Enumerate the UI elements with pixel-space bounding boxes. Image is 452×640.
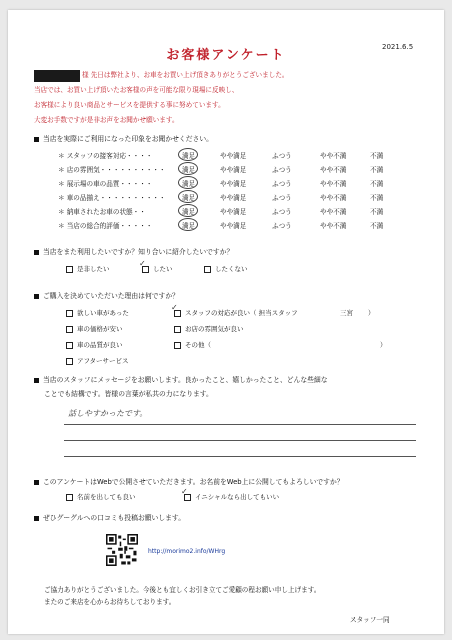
q1-scale-option[interactable]: 満足 [182,222,196,230]
q1-scale-option[interactable]: 不満 [370,194,384,202]
q1-scale-option[interactable]: 満足 [182,180,196,188]
q1-scale-option[interactable]: やや満足 [220,208,247,216]
q5-option-1[interactable] [66,492,136,501]
q1-scale-option[interactable]: 不満 [370,222,384,230]
q1-scale-option[interactable]: 不満 [370,208,384,216]
checkbox[interactable] [66,342,73,349]
bullet-square-icon [34,378,39,383]
q1-scale-option[interactable]: やや不満 [320,194,347,202]
q1-scale-option[interactable]: やや不満 [320,208,347,216]
q1-scale-option[interactable]: ふつう [272,194,292,202]
q3-question-text: ご購入を決めていただいた理由は何ですか？ [43,292,179,300]
selected-circle-mark [178,204,198,217]
intro-line-1: 様 先日は弊社より、お車をお買い上げ頂きありがとうございました。 [82,71,289,79]
q1-scale-option[interactable]: ふつう [272,208,292,216]
survey-title: お客様アンケート [166,48,286,63]
q1-scale-option[interactable]: やや満足 [220,152,247,160]
q5-option-label: イニシャルなら出してもいい [195,493,280,501]
q1-scale-option[interactable]: ふつう [272,152,292,160]
q1-scale-option[interactable]: やや満足 [220,222,247,230]
q1-item-6: ＊ 当店の総合的評価・・・・・ [58,222,153,230]
q1-item-2: ＊ 店の雰囲気・・・・・・・・・・ [58,166,166,174]
q3-option-label: お店の雰囲気が良い [185,325,244,333]
q1-scale-option[interactable]: やや不満 [320,152,347,160]
q1-item-1: ＊ スタッフの接客対応・・・・ [58,152,153,160]
bullet-square-icon [34,250,39,255]
intro-line-4: 大変お手数ですが是非お声をお聞かせ願います。 [34,116,179,124]
q1-scale-option[interactable]: 満足 [182,208,196,216]
check-mark-icon: ✓ [139,259,146,268]
q1-question [34,133,213,143]
check-mark-icon: ✓ [181,487,188,496]
q1-scale-option[interactable]: ふつう [272,166,292,174]
q1-item-5: ＊ 納車されたお車の状態・・ [58,208,146,216]
q4-question-line1: 当店のスタッフにメッセージをお願いします。良かったこと、嬉しかったこと、どんな些細な [43,376,328,384]
review-url-link[interactable]: http://morimo2.info/WHrg [148,548,226,555]
selected-circle-mark [178,162,198,175]
q2-question [34,246,233,256]
q1-scale-option[interactable]: やや満足 [220,166,247,174]
q1-item-3: ＊ 展示場の車の品質・・・・・ [58,180,153,188]
q1-scale-option[interactable]: 満足 [182,194,196,202]
q6-question [34,512,185,522]
q1-scale-option[interactable]: やや不満 [320,180,347,188]
checkbox[interactable] [204,266,211,273]
checkbox[interactable] [66,358,73,365]
q3-option-6[interactable] [174,324,244,333]
q1-scale-option[interactable]: やや満足 [220,194,247,202]
q1-item-label: 納車されたお車の状態・・ [66,208,146,216]
bullet-square-icon [34,294,39,299]
survey-date: 2021.6.5 [382,43,414,51]
q4-handwritten-answer: 話しやすかったです。 [68,409,148,418]
checkbox[interactable] [66,266,73,273]
q2-question-text: 当店をまた利用したいですか？知り合いに紹介したいですか？ [43,248,234,256]
selected-circle-mark [178,190,198,203]
q3-option-1[interactable] [66,308,129,317]
q1-item-label: 展示場の車の品質・・・・・ [66,180,153,188]
q1-scale-option[interactable]: 満足 [182,166,196,174]
intro-line-2: 当店では、お買い上げ頂いたお客様の声を可能な限り現場に反映し、 [34,86,239,94]
q3-option-5[interactable] [174,308,298,317]
intro-line-3: お客様により良い商品とサービスを提供する事に努めています。 [34,101,225,109]
q1-item-label: 当店の総合的評価・・・・・ [66,222,153,230]
selected-circle-mark [178,176,198,189]
q1-scale-option[interactable]: 不満 [370,166,384,174]
q1-item-4: ＊ 車の品揃え・・・・・・・・・・ [58,194,166,202]
q2-option-label: 是非したい [77,265,110,273]
redacted-customer-name [34,70,80,82]
q3-close-paren: ） [368,309,375,317]
q3-option-label: その他（ [185,341,211,349]
q3-option-4[interactable] [66,356,129,365]
footer-line-2: またのご来店を心からお待ちしております。 [44,598,176,606]
q3-option-label: 車の価格が安い [77,325,123,333]
survey-sheet [8,10,444,634]
q5-option-label: 名前を出しても良い [77,493,136,501]
q1-item-label: 車の品揃え・・・・・・・・・・ [66,194,166,202]
q3-option-7[interactable] [174,340,211,349]
q5-option-2[interactable] [184,492,279,501]
q1-scale-option[interactable]: 満足 [182,152,196,160]
qr-code-icon[interactable] [106,534,138,566]
answer-line [64,440,416,441]
q1-scale-option[interactable]: ふつう [272,222,292,230]
q3-staff-name: 三宮 [340,309,353,317]
answer-line [64,456,416,457]
q6-question-text: ぜひグーグルへの口コミも投稿お願いします。 [43,514,185,522]
q2-option-label: したくない [215,265,248,273]
q5-question-text: このアンケートはWebで公開させていただきます。お名前をWeb上に公開してもよろしいですか？ [43,478,344,486]
answer-line [64,424,416,425]
q2-option-2[interactable] [142,264,173,273]
q1-scale-option[interactable]: ふつう [272,180,292,188]
q4-question-line2: ことでも結構です。皆様の言葉が私共の力になります。 [44,390,213,398]
q3-option-2[interactable] [66,324,123,333]
q3-other-close-paren: ） [380,341,387,349]
q3-option-label: スタッフの対応が良い（ 担当スタッフ [185,309,298,317]
q3-option-label: 車の品質が良い [77,341,123,349]
q2-option-1[interactable] [66,264,110,273]
q1-scale-option[interactable]: やや不満 [320,166,347,174]
checkbox[interactable] [174,326,181,333]
footer-signature: スタッフ一同 [350,616,390,624]
q4-question [34,374,328,384]
q1-item-label: 店の雰囲気・・・・・・・・・・ [66,166,166,174]
q2-option-label: したい [153,265,173,273]
footer-line-1: ご協力ありがとうございました。今後とも宜しくお引き立てご愛顧の程お願い申し上げます。 [44,586,321,594]
q1-item-label: スタッフの接客対応・・・・ [66,152,153,160]
checkbox[interactable] [174,342,181,349]
q2-option-3[interactable] [204,264,248,273]
q1-scale-option[interactable]: やや満足 [220,180,247,188]
checkbox[interactable] [66,494,73,501]
selected-circle-mark [178,218,198,231]
bullet-square-icon [34,137,39,142]
bullet-square-icon [34,516,39,521]
bullet-square-icon [34,480,39,485]
q1-scale-option[interactable]: 不満 [370,152,384,160]
q3-option-label: アフターサービス [77,357,129,365]
q3-option-3[interactable] [66,340,123,349]
selected-circle-mark [178,148,198,161]
q5-question [34,476,344,486]
q3-option-label: 欲しい車があった [77,309,129,317]
checkbox[interactable] [66,326,73,333]
q3-question [34,290,179,300]
q1-scale-option[interactable]: やや不満 [320,222,347,230]
q1-scale-option[interactable]: 不満 [370,180,384,188]
check-mark-icon: ✓ [171,303,178,312]
q1-question-text: 当店を実際にご利用になった印象をお聞かせください。 [43,135,213,143]
checkbox[interactable] [66,310,73,317]
